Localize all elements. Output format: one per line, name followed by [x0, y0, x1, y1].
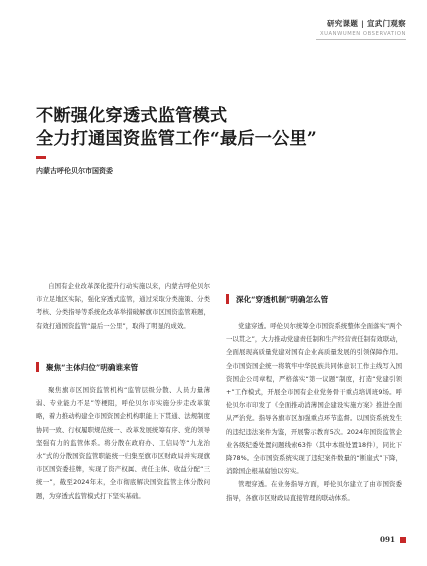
article-title-line2: 全力打通国资监管工作“最后一公里” — [36, 129, 317, 149]
running-header-en: XUANWUMEN OBSERVATION — [319, 31, 406, 37]
right-paragraph-1: 党建穿透。呼伦贝尔统筹全市国资系统整体全面落实“两个一以贯之”，大力推动党建责任制和生产经营责任制有效联动，全面展现高质量党建对国有企业高质量发展的引领保障作用。全市国资国企统一将筑牢中华民族共同体意识工作主线写入国资国企公司章程，严格落实“第一议题”制度，打造“党建引领+”工作模式，开展全市国有企业党务骨干重点培训班9场。呼伦贝尔市印发了《全面推动消薄国企建设实施方案》推进全面从严治党。指导各旗市区加强重点环节监督。以国资系统发生的违纪违法案件为鉴，开展警示教育5次。2024年国资监管企业各级纪委处置问题线索63件（其中本级处置18件），同比下降78%。全市国资系统实现了违纪案件数量的“断崖式”下降，消除国企根基腐蚀以穷实。 — [226, 322, 402, 476]
left-column — [36, 280, 210, 333]
right-paragraph-2: 管理穿透。在业务指导方面，呼伦贝尔建立了由市国资委指导，各旗市区财政局直接管理的联动体系。 — [226, 480, 402, 502]
running-header: 研究课题 | 宣武门观察 — [326, 19, 406, 28]
header-rule — [316, 39, 406, 40]
section-heading-2: 深化“穿透机制”明确怎么管 — [236, 295, 329, 304]
intro-paragraph: 自国有企业改革深化提升行动实施以来，内蒙古呼伦贝尔市立足地区实际，强化穿透式监管，通过采取分类施策、分类考核、分类指导等系统化改革举措破解旗市区国资监管难题，有效打通国资监管“最后一公里”，取得了明显的成效。 — [36, 282, 210, 330]
left-column-section1 — [36, 384, 210, 503]
author-byline: 内蒙古呼伦贝尔市国资委 — [36, 167, 113, 175]
section-heading-1: 聚焦“主体归位”明确谁来管 — [46, 363, 139, 372]
page-number: 091 — [379, 535, 395, 544]
title-accent-bar — [36, 156, 46, 159]
page-number-marker-icon — [400, 537, 406, 543]
right-column — [226, 320, 402, 505]
section-marker-icon — [36, 362, 39, 372]
article-title-line1: 不断强化穿透式监管模式 — [36, 106, 228, 126]
section1-paragraph: 聚焦旗市区国资监管机构“监管层级分散、人员力量薄弱、专业能力不足”等梗阻，呼伦贝尔市实施分步走改革策略，着力推动构建全市国资国企机构职能上下贯通、法规制度协同一致、行权履职规范统一、改革发展统筹有序、党的领导坚强有力的监管体系。将分散在政府办、工信局等“九龙治水”式的分散国资监管职能统一归集至旗市区财政局并实现旗市区国资委挂牌，实现了资产权属、责任主体、收益分配“三统一”，截至2024年末，全市彻底解决国资监管主体分散问题，为穿透式监管模式打下坚实基础。 — [36, 386, 210, 500]
section-marker-icon — [226, 294, 229, 304]
